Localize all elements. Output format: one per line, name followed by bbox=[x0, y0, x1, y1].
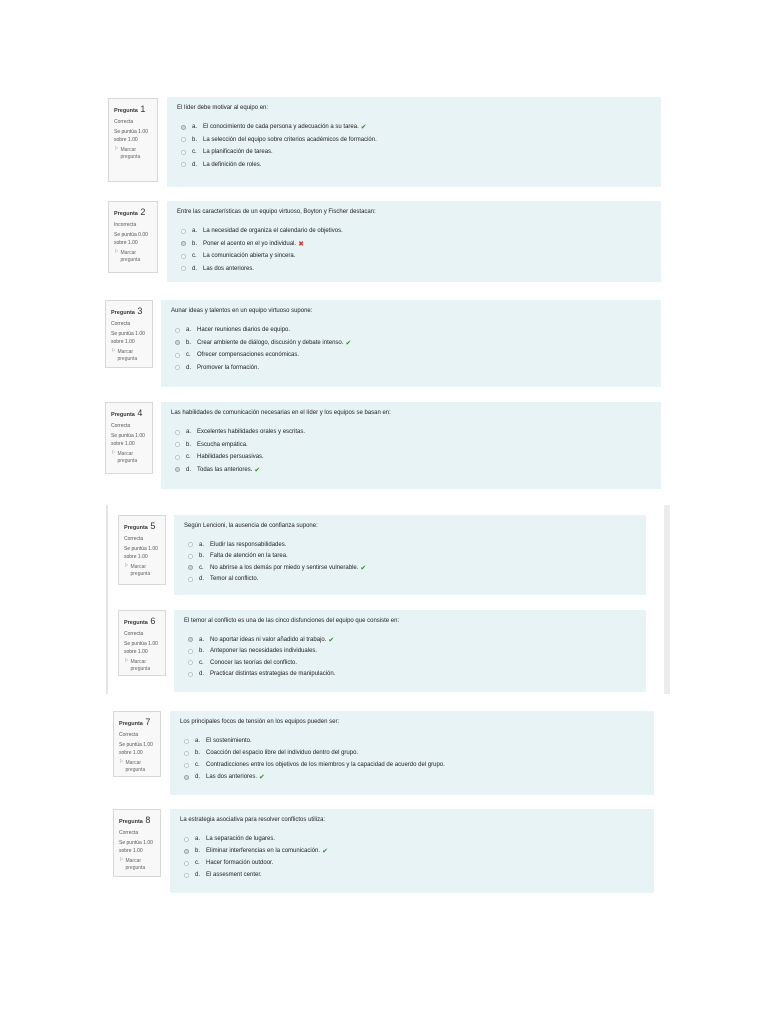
answer-option[interactable]: d. Todas las anteriores. ✔ bbox=[175, 464, 651, 477]
question-info bbox=[105, 300, 153, 368]
answer-list bbox=[184, 539, 636, 585]
question-state: Correcta bbox=[111, 423, 131, 430]
answer-option[interactable]: a. El sostenimiento. bbox=[184, 735, 644, 747]
answer-list bbox=[171, 324, 651, 374]
question-text: Entre las características de un equipo virtuoso, Boyton y Fischer destacan: bbox=[177, 209, 376, 215]
answer-list bbox=[177, 225, 651, 275]
question-text: La estrategia asociativa para resolver conflictos utiliza: bbox=[180, 817, 326, 823]
question-content bbox=[167, 201, 661, 282]
answer-list bbox=[184, 634, 636, 680]
question-content bbox=[170, 809, 654, 893]
question-state: Correcta bbox=[119, 830, 139, 837]
radio-button[interactable] bbox=[188, 554, 193, 559]
answer-option[interactable]: b. Crear ambiente de diálogo, discusión y debate intenso. ✔ bbox=[175, 337, 651, 350]
question-text: El temor al conflicto es una de las cinco disfunciones del equipo que consiste en: bbox=[184, 618, 400, 624]
question-grade: Se puntúa 0.00 sobre 1.00 bbox=[114, 232, 148, 246]
radio-button[interactable] bbox=[175, 430, 180, 435]
flag-icon: ⚐ bbox=[119, 856, 124, 863]
question-content bbox=[161, 300, 661, 387]
answer-option[interactable]: c. Conocer las teorías del conflicto. bbox=[188, 657, 636, 669]
question-content bbox=[161, 402, 661, 489]
answer-option[interactable]: d. Temor al conflicto. bbox=[188, 574, 636, 586]
question-number: Pregunta 8 bbox=[119, 815, 151, 825]
question-content bbox=[174, 610, 646, 692]
question-state: Correcta bbox=[114, 119, 134, 126]
answer-list bbox=[171, 426, 651, 476]
question-number: Pregunta 3 bbox=[111, 306, 143, 316]
flag-question-link[interactable]: ⚐ Marcar pregunta bbox=[119, 758, 146, 774]
question-number: Pregunta 4 bbox=[111, 408, 143, 418]
question-text: El líder debe motivar al equipo en: bbox=[177, 105, 269, 111]
cross-icon: ✖ bbox=[298, 240, 304, 248]
checkmark-icon: ✔ bbox=[345, 339, 352, 347]
flag-icon: ⚐ bbox=[111, 347, 116, 354]
question-grade: Se puntúa 1.00 sobre 1.00 bbox=[114, 129, 148, 143]
question-info bbox=[113, 711, 161, 777]
question-number: Pregunta 6 bbox=[124, 616, 156, 626]
question-grade: Se puntúa 1.00 sobre 1.00 bbox=[124, 641, 158, 655]
radio-button[interactable] bbox=[188, 637, 193, 642]
radio-button[interactable] bbox=[188, 660, 193, 665]
radio-button[interactable] bbox=[188, 577, 193, 582]
radio-button[interactable] bbox=[188, 565, 193, 570]
flag-question-link[interactable]: ⚐ Marcar pregunta bbox=[124, 657, 151, 673]
question-grade: Se puntúa 1.00 sobre 1.00 bbox=[119, 742, 153, 756]
flag-icon: ⚐ bbox=[119, 758, 124, 765]
answer-option[interactable]: a. El conocimiento de cada persona y adecuación a su tarea. ✔ bbox=[181, 121, 651, 134]
checkmark-icon: ✔ bbox=[360, 564, 367, 572]
question-grade: Se puntúa 1.00 sobre 1.00 bbox=[111, 433, 145, 447]
question-text: Los principales focos de tensión en los equipos pueden ser: bbox=[180, 719, 340, 725]
radio-button[interactable] bbox=[188, 672, 193, 677]
question-info bbox=[105, 402, 153, 474]
radio-button[interactable] bbox=[181, 150, 186, 155]
answer-option[interactable]: a. La separación de lugares. bbox=[184, 833, 644, 845]
question-state: Correcta bbox=[124, 536, 144, 543]
radio-button[interactable] bbox=[181, 125, 186, 130]
flag-icon: ⚐ bbox=[111, 449, 116, 456]
question-info bbox=[108, 201, 158, 273]
answer-list bbox=[180, 833, 644, 881]
question-state: Incorrecta bbox=[114, 222, 137, 229]
radio-button[interactable] bbox=[188, 649, 193, 654]
question-state: Correcta bbox=[111, 321, 131, 328]
answer-option[interactable]: d. Promover la formación. bbox=[175, 362, 651, 375]
answer-option[interactable]: d. La definición de roles. bbox=[181, 159, 651, 172]
flag-question-link[interactable]: ⚐ Marcar pregunta bbox=[114, 248, 141, 264]
radio-button[interactable] bbox=[175, 353, 180, 358]
question-content bbox=[167, 97, 661, 187]
answer-option[interactable]: b. La selección del equipo sobre criterios académicos de formación. bbox=[181, 134, 651, 147]
answer-option[interactable]: d. El assesment center. bbox=[184, 869, 644, 881]
radio-button[interactable] bbox=[175, 455, 180, 460]
answer-option[interactable]: a. Eludir las responsabilidades. bbox=[188, 539, 636, 551]
answer-list bbox=[180, 735, 644, 783]
answer-option[interactable]: c. No abrirse a los demás por miedo y sentirse vulnerable. ✔ bbox=[188, 562, 636, 574]
question-grade: Se puntúa 1.00 sobre 1.00 bbox=[119, 840, 153, 854]
answer-option[interactable]: d. Practicar distintas estrategias de manipulación. bbox=[188, 669, 636, 681]
question-text: Las habilidades de comunicación necesarias en el líder y los equipos se basan en: bbox=[171, 410, 391, 416]
flag-question-link[interactable]: ⚐ Marcar pregunta bbox=[119, 856, 146, 872]
answer-option[interactable]: c. Hacer formación outdoor. bbox=[184, 857, 644, 869]
question-number: Pregunta 2 bbox=[114, 207, 146, 217]
answer-option[interactable]: b. Escucha empática. bbox=[175, 439, 651, 452]
flag-question-link[interactable]: ⚐ Marcar pregunta bbox=[114, 145, 141, 161]
radio-button[interactable] bbox=[184, 739, 189, 744]
answer-option[interactable]: d. Las dos anteriores. ✔ bbox=[184, 771, 644, 783]
radio-button[interactable] bbox=[184, 837, 189, 842]
answer-option[interactable]: b. Coacción del espacio libre del individuo dentro del grupo. bbox=[184, 747, 644, 759]
radio-button[interactable] bbox=[181, 137, 186, 142]
checkmark-icon: ✔ bbox=[328, 636, 335, 644]
answer-option[interactable]: c. Ofrecer compensaciones económicas. bbox=[175, 349, 651, 362]
answer-option[interactable]: c. Habilidades persuasivas. bbox=[175, 451, 651, 464]
answer-option[interactable]: b. Poner el acento en el yo individual. ✖ bbox=[181, 238, 651, 251]
radio-button[interactable] bbox=[181, 162, 186, 167]
checkmark-icon: ✔ bbox=[259, 774, 265, 781]
radio-button[interactable] bbox=[184, 751, 189, 756]
checkmark-icon: ✔ bbox=[322, 848, 328, 855]
radio-button[interactable] bbox=[184, 775, 189, 780]
radio-button[interactable] bbox=[181, 254, 186, 259]
radio-button[interactable] bbox=[188, 542, 193, 547]
question-info bbox=[118, 515, 166, 585]
question-number: Pregunta 7 bbox=[119, 717, 151, 727]
checkmark-icon: ✔ bbox=[254, 466, 261, 474]
radio-button[interactable] bbox=[184, 763, 189, 768]
flag-icon: ⚐ bbox=[124, 657, 129, 664]
radio-button[interactable] bbox=[181, 229, 186, 234]
flag-icon: ⚐ bbox=[124, 562, 129, 569]
checkmark-icon: ✔ bbox=[360, 124, 367, 132]
question-number: Pregunta 5 bbox=[124, 521, 156, 531]
answer-option[interactable]: a. Hacer reuniones diarios de equipo. bbox=[175, 324, 651, 337]
question-number: Pregunta 1 bbox=[114, 104, 146, 114]
flag-question-link[interactable]: ⚐ Marcar pregunta bbox=[111, 449, 138, 465]
flag-question-link[interactable]: ⚐ Marcar pregunta bbox=[124, 562, 151, 578]
radio-button[interactable] bbox=[184, 849, 189, 854]
flag-question-link[interactable]: ⚐ Marcar pregunta bbox=[111, 347, 138, 363]
radio-button[interactable] bbox=[175, 328, 180, 333]
question-info bbox=[118, 610, 166, 676]
radio-button[interactable] bbox=[181, 266, 186, 271]
answer-list bbox=[177, 121, 651, 171]
question-state: Correcta bbox=[124, 631, 144, 638]
question-content bbox=[170, 711, 654, 795]
question-content bbox=[174, 515, 646, 595]
radio-button[interactable] bbox=[175, 442, 180, 447]
flag-icon: ⚐ bbox=[114, 248, 119, 255]
radio-button[interactable] bbox=[175, 365, 180, 370]
answer-option[interactable]: c. La planificación de tareas. bbox=[181, 146, 651, 159]
question-text: Aunar ideas y talentos en un equipo virtuoso supone: bbox=[171, 308, 313, 314]
answer-option[interactable]: b. Anteponer las necesidades individuales. bbox=[188, 646, 636, 658]
answer-option[interactable]: b. Falta de atención en la tarea. bbox=[188, 551, 636, 563]
question-text: Según Lencioni, la ausencia de confianza supone: bbox=[184, 523, 318, 529]
answer-option[interactable]: d. Las dos anteriores. bbox=[181, 263, 651, 276]
question-info bbox=[108, 98, 158, 182]
question-info bbox=[113, 809, 161, 877]
radio-button[interactable] bbox=[181, 241, 186, 246]
answer-option[interactable]: c. Contradicciones entre los objetivos de los miembros y la capacidad de acuerdo del grupo. bbox=[184, 759, 644, 771]
question-grade: Se puntúa 1.00 sobre 1.00 bbox=[124, 546, 158, 560]
question-grade: Se puntúa 1.00 sobre 1.00 bbox=[111, 331, 145, 345]
answer-option[interactable]: c. La comunicación abierta y sincera. bbox=[181, 250, 651, 263]
answer-option[interactable]: a. La necesidad de organiza el calendario de objetivos. bbox=[181, 225, 651, 238]
radio-button[interactable] bbox=[175, 467, 180, 472]
radio-button[interactable] bbox=[184, 861, 189, 866]
radio-button[interactable] bbox=[184, 873, 189, 878]
radio-button[interactable] bbox=[175, 340, 180, 345]
answer-option[interactable]: a. Excelentes habilidades orales y escritas. bbox=[175, 426, 651, 439]
flag-icon: ⚐ bbox=[114, 145, 119, 152]
question-state: Correcta bbox=[119, 732, 139, 739]
answer-option[interactable]: a. No aportar ideas ni valor añadido al trabajo. ✔ bbox=[188, 634, 636, 646]
answer-option[interactable]: b. Eliminar interferencias en la comunicación. ✔ bbox=[184, 845, 644, 857]
